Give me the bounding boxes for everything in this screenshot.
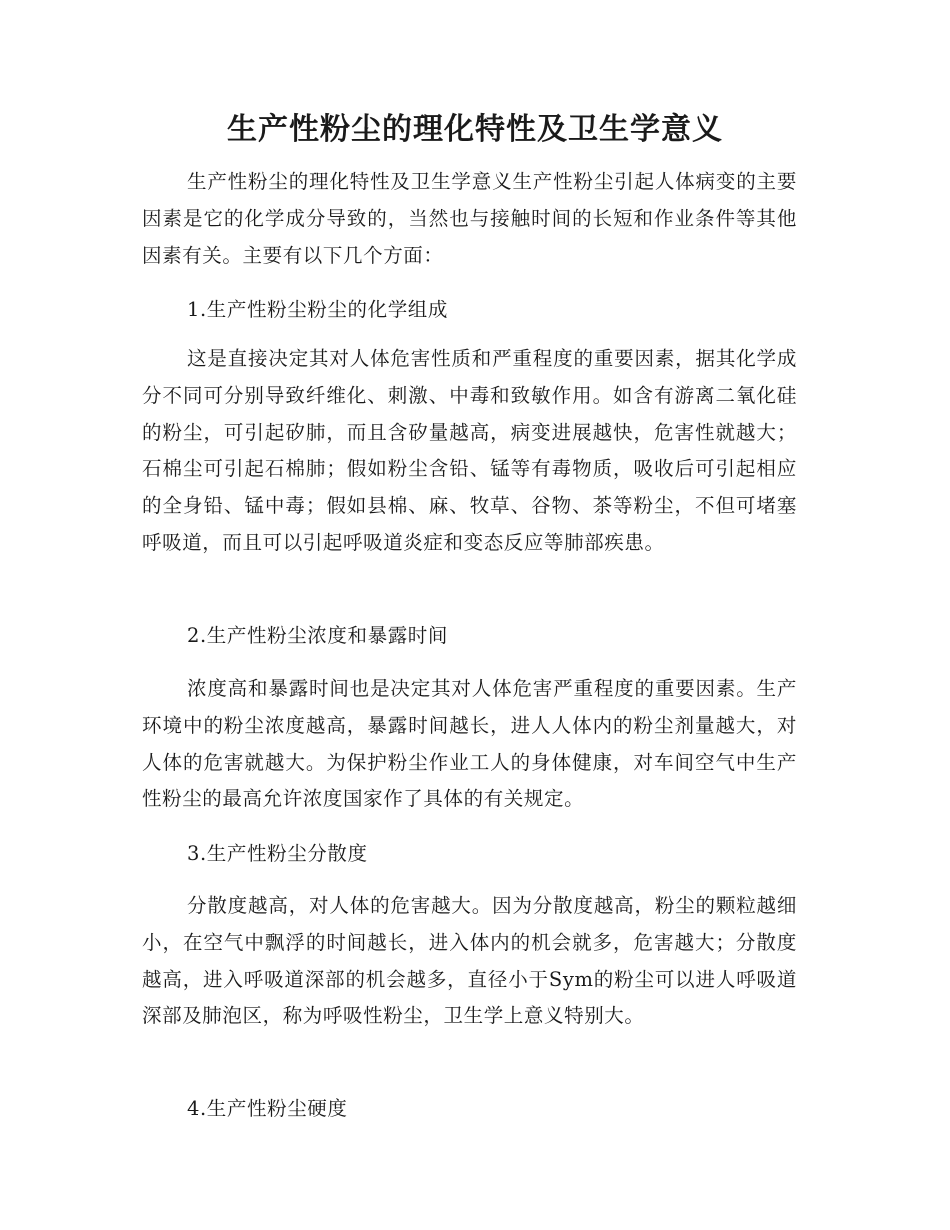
section-2-heading: 2.生产性粉尘浓度和暴露时间	[187, 624, 449, 647]
section-1-heading: 1.生产性粉尘粉尘的化学组成	[187, 298, 449, 321]
section-4-heading: 4.生产性粉尘硬度	[187, 1097, 348, 1120]
intro-paragraph: 生产性粉尘的理化特性及卫生学意义生产性粉尘引起人体病变的主要因素是它的化学成分导致的，当然也与接触时间的长短和作业条件等其他因素有关。主要有以下几个方面：	[142, 170, 797, 267]
section-3-body: 分散度越高，对人体的危害越大。因为分散度越高，粉尘的颗粒越细小，在空气中飘浮的时间越长，进入体内的机会就多，危害越大；分散度越高，进入呼吸道深部的机会越多，直径小于Sym的粉尘可以进人呼吸道深部及肺泡区，称为呼吸性粉尘，卫生学上意义特别大。	[142, 894, 797, 1028]
section-1-body: 这是直接决定其对人体危害性质和严重程度的重要因素，据其化学成分不同可分别导致纤维化、刺激、中毒和致敏作用。如含有游离二氧化硅的粉尘，可引起矽肺，而且含矽量越高，病变进展越快，危害性就越大；石棉尘可引起石棉肺；假如粉尘含铅、锰等有毒物质，吸收后可引起相应的全身铅、锰中毒；假如县棉、麻、牧草、谷物、茶等粉尘，不但可堵塞呼吸道，而且可以引起呼吸道炎症和变态反应等肺部疾患。	[142, 347, 797, 554]
section-2-body: 浓度高和暴露时间也是决定其对人体危害严重程度的重要因素。生产环境中的粉尘浓度越高，暴露时间越长，进人人体内的粉尘剂量越大，对人体的危害就越大。为保护粉尘作业工人的身体健康，对车间空气中生产性粉尘的最高允许浓度国家作了具体的有关规定。	[142, 677, 797, 811]
section-3-heading: 3.生产性粉尘分散度	[187, 842, 368, 865]
document-title: 生产性粉尘的理化特性及卫生学意义	[227, 112, 723, 147]
